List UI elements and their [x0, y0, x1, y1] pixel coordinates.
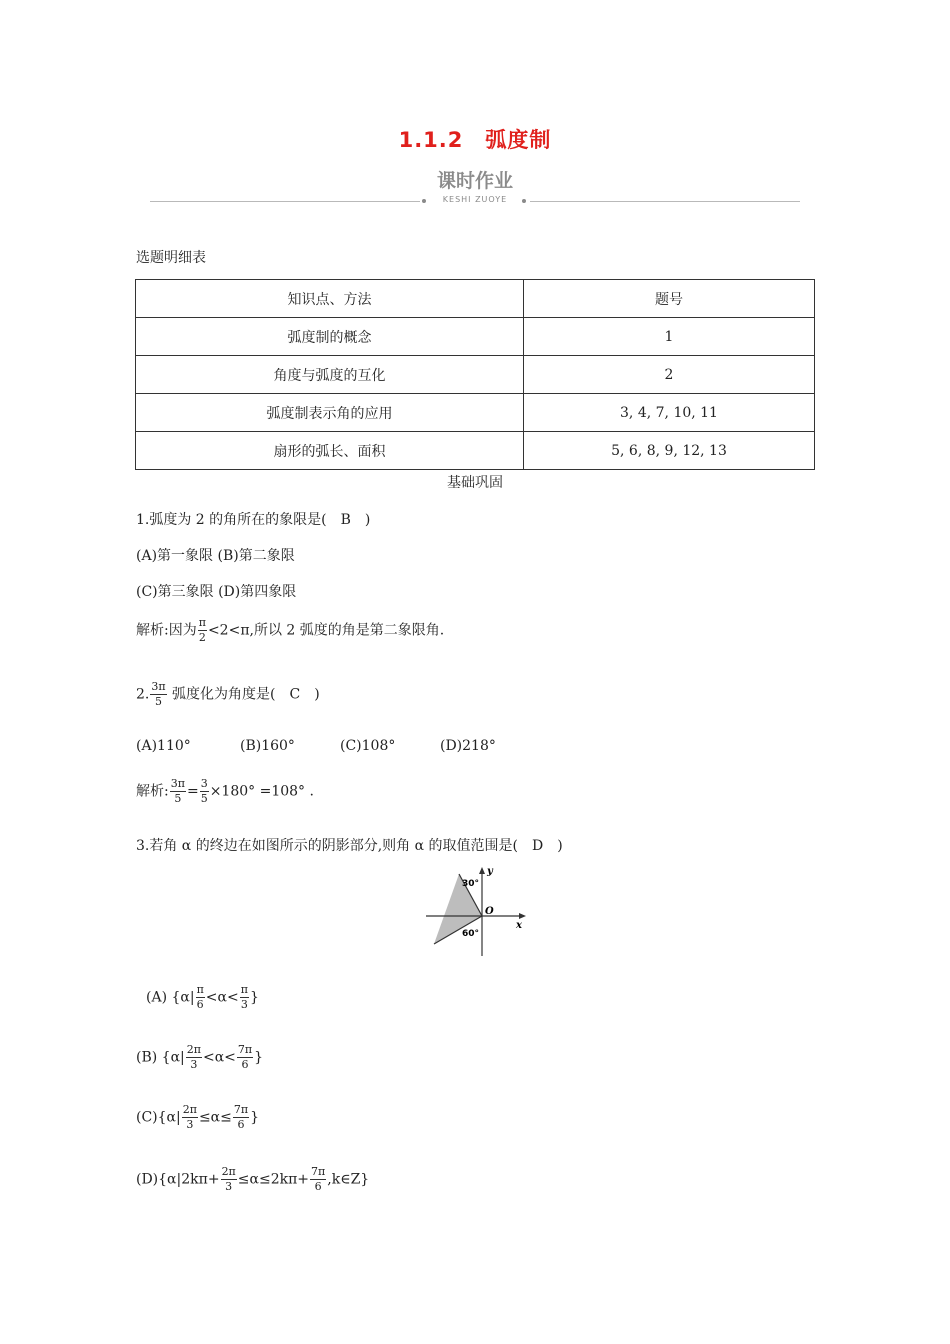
divider-dot-right: [522, 199, 526, 203]
fraction: [182, 1103, 198, 1132]
page-title: 1.1.2 弧度制: [398, 128, 552, 152]
origin-label: O: [485, 906, 494, 917]
table-cell: 2: [524, 356, 815, 394]
q1-analysis-label: 解析:因为: [136, 622, 197, 639]
q3-option-a: [146, 983, 259, 1012]
denominator: 6: [314, 1180, 322, 1193]
q2-option-c: (C)108°: [340, 738, 396, 754]
q1-options-cd: (C)第三象限 (D)第四象限: [136, 584, 297, 600]
numerator: 3π: [170, 777, 185, 790]
table-header-row: [136, 280, 815, 318]
angle-60-label: 60°: [462, 929, 480, 939]
q3-stem: 3.若角 α 的终边在如图所示的阴影部分,则角 α 的取值范围是( D ): [136, 838, 563, 854]
section-heading: 基础巩固: [447, 475, 503, 491]
option-text: ,k∈Z}: [327, 1171, 370, 1188]
y-arrow-icon: [479, 867, 485, 874]
denominator: 5: [174, 792, 182, 805]
fraction: [170, 777, 186, 806]
fraction: [233, 1103, 249, 1132]
denominator: 6: [241, 1058, 249, 1071]
option-text: <α<: [205, 989, 239, 1006]
option-text: (A) {α|: [146, 989, 195, 1006]
x-label: x: [516, 920, 522, 931]
numerator: 7π: [237, 1043, 253, 1056]
q1-analysis: [136, 616, 444, 645]
q2-stem-text: 弧度化为角度是( C ): [167, 686, 320, 703]
denominator: 3: [225, 1180, 233, 1193]
y-label: y: [487, 866, 493, 877]
option-text: (C){α|: [136, 1109, 181, 1126]
fraction: [237, 1043, 253, 1072]
numerator: π: [198, 616, 206, 629]
q2-analysis: [136, 777, 314, 806]
x-arrow-icon: [519, 913, 526, 919]
fraction: [186, 1043, 202, 1072]
fraction: [240, 983, 249, 1012]
numerator: 2π: [182, 1103, 197, 1116]
q1-options-ab: (A)第一象限 (B)第二象限: [136, 548, 295, 564]
table-caption: 选题明细表: [136, 250, 206, 266]
q3-option-b: [136, 1043, 263, 1072]
option-text: (D){α|2kπ+: [136, 1171, 220, 1188]
q2-option-a: (A)110°: [136, 738, 191, 754]
table-cell: 弧度制表示角的应用: [136, 394, 524, 432]
denominator: 3: [186, 1118, 194, 1131]
fraction: [200, 777, 209, 806]
table-cell: 扇形的弧长、面积: [136, 432, 524, 470]
denominator: 3: [240, 998, 248, 1011]
numerator: π: [196, 983, 204, 996]
q2-analysis-text: ×180° =108° .: [209, 783, 314, 800]
header-cell-number: 题号: [524, 280, 815, 318]
equals-sign: =: [186, 783, 199, 800]
fraction: [150, 680, 166, 709]
option-text: }: [250, 1109, 260, 1126]
fraction: [198, 616, 207, 645]
table-cell: 5, 6, 8, 9, 12, 13: [524, 432, 815, 470]
q2-stem: [136, 680, 320, 709]
q2-option-d: (D)218°: [440, 738, 496, 754]
q1-stem: 1.弧度为 2 的角所在的象限是( B ): [136, 512, 371, 528]
denominator: 5: [200, 792, 208, 805]
numerator: 3π: [151, 680, 166, 693]
table-cell: 3, 4, 7, 10, 11: [524, 394, 815, 432]
fraction: [310, 1165, 326, 1194]
numerator: 7π: [233, 1103, 249, 1116]
option-text: ≤α≤2kπ+: [237, 1171, 310, 1188]
header-cell-topic: 知识点、方法: [136, 280, 524, 318]
fraction: [196, 983, 205, 1012]
numerator: 3: [200, 777, 208, 790]
numerator: π: [240, 983, 248, 996]
table-row: [136, 394, 815, 432]
divider-right: [530, 201, 800, 202]
table-row: [136, 318, 815, 356]
section-banner: 课时作业: [436, 170, 513, 192]
q2-analysis-label: 解析:: [136, 783, 169, 800]
banner-pinyin: KESHI ZUOYE: [442, 195, 508, 204]
angle-figure: [424, 864, 530, 958]
option-text: }: [254, 1049, 264, 1066]
q3-option-c: [136, 1103, 259, 1132]
fraction: [221, 1165, 237, 1194]
denominator: 6: [196, 998, 204, 1011]
denominator: 6: [237, 1118, 245, 1131]
denominator: 5: [154, 695, 162, 708]
q1-analysis-text: <2<π,所以 2 弧度的角是第二象限角.: [207, 622, 445, 639]
numerator: 2π: [221, 1165, 236, 1178]
option-text: }: [249, 989, 259, 1006]
table-row: [136, 432, 815, 470]
table-row: [136, 356, 815, 394]
table-cell: 角度与弧度的互化: [136, 356, 524, 394]
numerator: 2π: [186, 1043, 201, 1056]
table-cell: 1: [524, 318, 815, 356]
table-cell: 弧度制的概念: [136, 318, 524, 356]
q2-number: 2.: [136, 686, 150, 703]
denominator: 2: [198, 631, 206, 644]
topic-table: [135, 279, 815, 470]
option-text: <α<: [202, 1049, 236, 1066]
option-text: (B) {α|: [136, 1049, 185, 1066]
numerator: 7π: [311, 1165, 326, 1178]
q2-option-b: (B)160°: [240, 738, 295, 754]
denominator: 3: [190, 1058, 198, 1071]
angle-30-label: 30°: [462, 879, 480, 889]
q3-option-d: [136, 1165, 369, 1194]
option-text: ≤α≤: [198, 1109, 232, 1126]
